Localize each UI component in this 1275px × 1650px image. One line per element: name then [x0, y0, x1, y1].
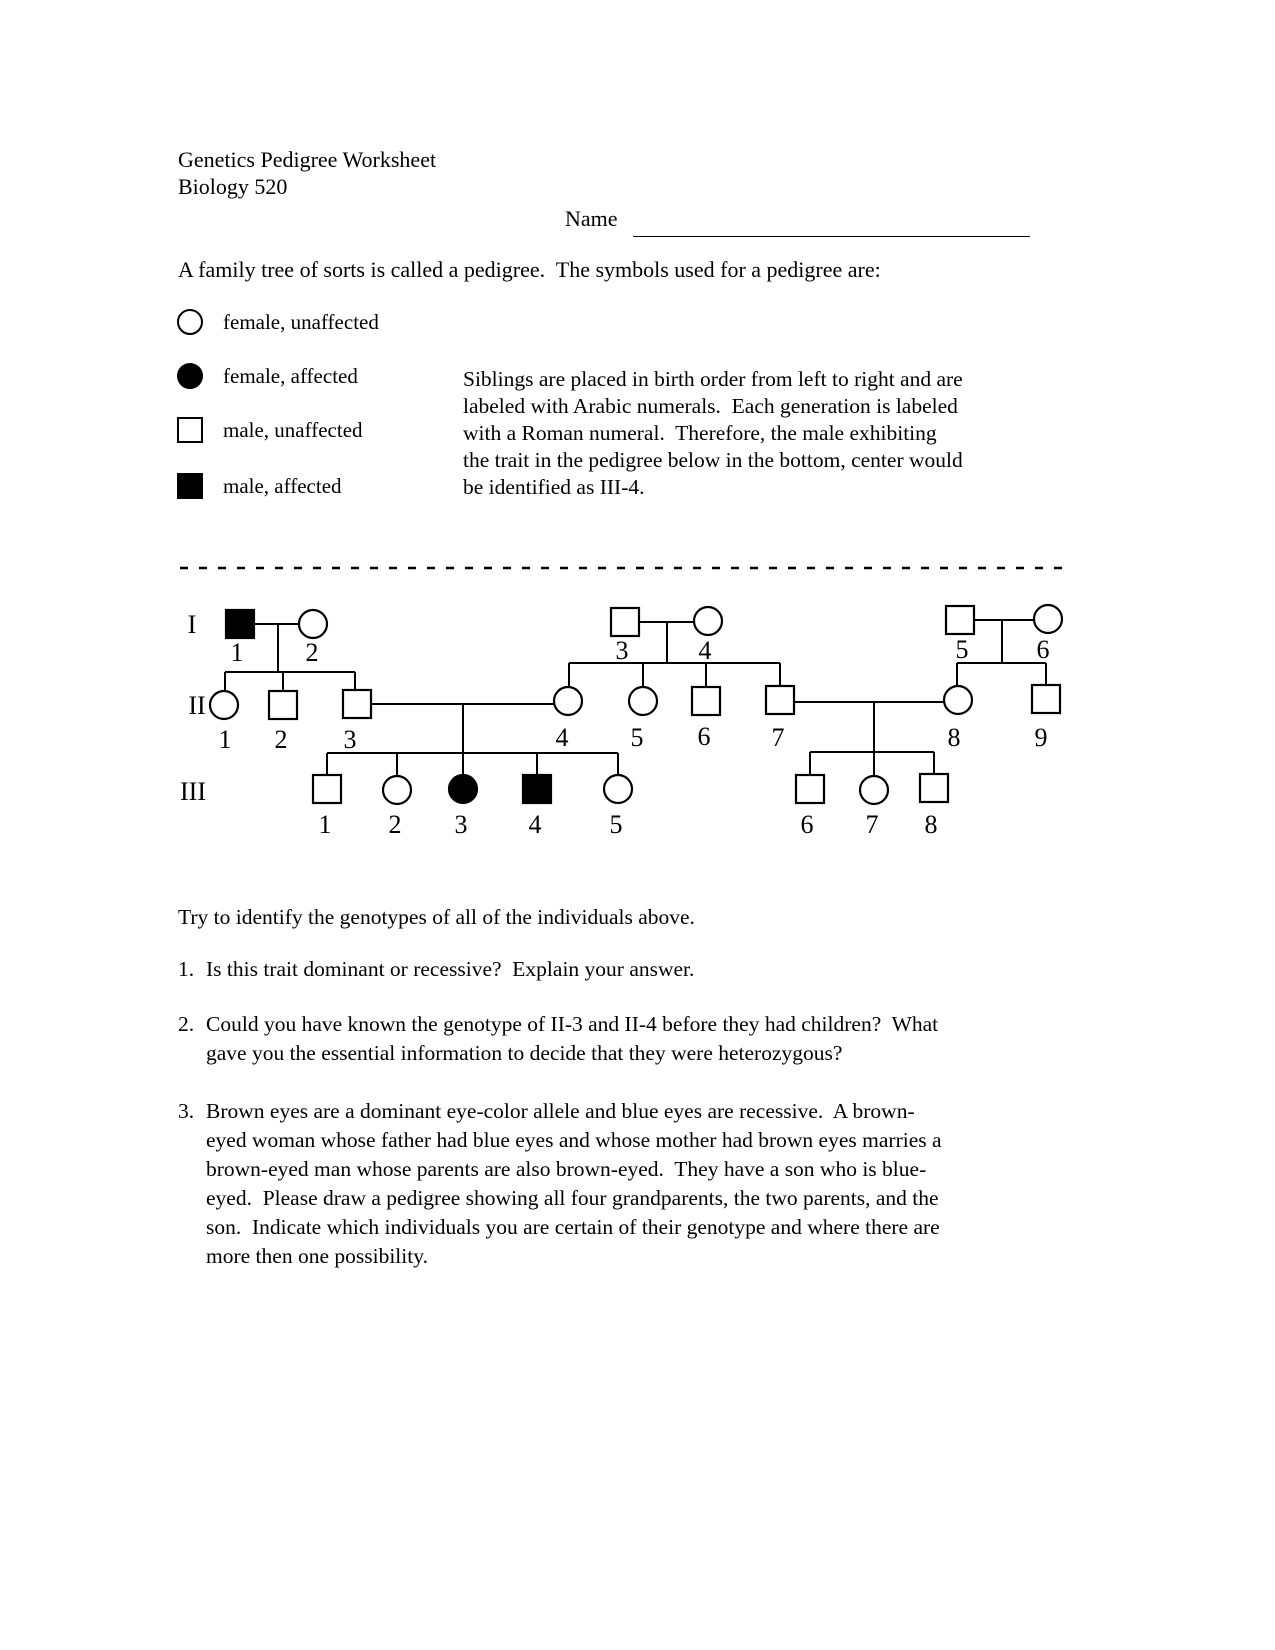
- female-unaffected-icon: [177, 309, 203, 335]
- sibling-note-line: the trait in the pedigree below in the bottom, center would: [463, 448, 963, 472]
- pedigree-individual-I-2: [299, 610, 327, 638]
- pedigree-number-II-8: 8: [947, 723, 961, 752]
- question-line: eyed. Please draw a pedigree showing all four grandparents, the two parents, and the: [206, 1186, 939, 1210]
- pedigree-number-III-2: 2: [388, 810, 402, 839]
- pedigree-number-II-2: 2: [274, 725, 288, 754]
- pedigree-individual-II-2: [269, 691, 297, 719]
- pedigree-number-III-4: 4: [528, 810, 542, 839]
- sibling-note-line: labeled with Arabic numerals. Each generation is labeled: [463, 394, 958, 418]
- pedigree-number-II-9: 9: [1034, 723, 1048, 752]
- pedigree-number-I-6: 6: [1036, 635, 1050, 664]
- pedigree-individual-I-5: [946, 606, 974, 634]
- pedigree-individual-I-4: [694, 607, 722, 635]
- pedigree-individual-II-9: [1032, 685, 1060, 713]
- pedigree-number-III-8: 8: [924, 810, 938, 839]
- question-line: brown-eyed man whose parents are also brown-eyed. They have a son who is blue-: [206, 1157, 927, 1181]
- question-line: gave you the essential information to decide that they were heterozygous?: [206, 1041, 843, 1065]
- document-header: [178, 146, 436, 200]
- generation-label-II: II: [188, 691, 206, 720]
- pedigree-individual-III-6: [796, 775, 824, 803]
- pedigree-individual-II-4: [554, 687, 582, 715]
- sibling-note: [463, 366, 963, 501]
- pedigree-number-I-5: 5: [955, 635, 969, 664]
- question-line: [178, 1097, 942, 1126]
- page-title: Genetics Pedigree Worksheet: [178, 147, 437, 172]
- pedigree-individual-I-6: [1034, 605, 1062, 633]
- pedigree-number-I-4: 4: [698, 636, 712, 665]
- pedigree-individual-III-8: [920, 774, 948, 802]
- pedigree-individual-III-7: [860, 776, 888, 804]
- question-number: 2.: [178, 1012, 195, 1036]
- intro-text: A family tree of sorts is called a pedigree. The symbols used for a pedigree are:: [178, 257, 881, 282]
- question-number: 3.: [178, 1099, 195, 1123]
- male-unaffected-icon: [177, 417, 203, 443]
- question-text: Is this trait dominant or recessive? Explain your answer.: [206, 957, 695, 981]
- pedigree-individual-II-6: [692, 687, 720, 715]
- question-line: son. Indicate which individuals you are certain of their genotype and where there are: [206, 1215, 940, 1239]
- legend-label: male, affected: [223, 473, 342, 498]
- question-1: [178, 955, 694, 984]
- question-2: [178, 1010, 938, 1068]
- question-text: Brown eyes are a dominant eye-color allele and blue eyes are recessive. A brown-: [206, 1099, 915, 1123]
- legend-label: male, unaffected: [223, 417, 363, 442]
- pedigree-individual-III-2: [383, 776, 411, 804]
- legend-label: female, unaffected: [223, 309, 379, 334]
- pedigree-number-III-7: 7: [865, 810, 879, 839]
- male-affected-icon: [177, 473, 203, 499]
- pedigree-number-I-1: 1: [230, 638, 244, 667]
- pedigree-number-II-5: 5: [630, 723, 644, 752]
- pedigree-individual-III-1: [313, 775, 341, 803]
- question-text: Could you have known the genotype of II-3 and II-4 before they had children? What: [206, 1012, 939, 1036]
- pedigree-number-III-6: 6: [800, 810, 814, 839]
- pedigree-individual-III-4: [523, 775, 551, 803]
- legend-row-male-affected: [177, 473, 342, 499]
- pedigree-individual-I-3: [611, 608, 639, 636]
- question-line: [178, 1010, 938, 1039]
- question-line: [178, 955, 694, 984]
- legend-label: female, affected: [223, 363, 358, 388]
- pedigree-number-III-1: 1: [318, 810, 332, 839]
- pedigree-individual-II-7: [766, 686, 794, 714]
- question-line: more then one possibility.: [206, 1244, 428, 1268]
- pedigree-individual-I-1: [226, 610, 254, 638]
- try-identify-text: Try to identify the genotypes of all of the individuals above.: [178, 905, 695, 929]
- pedigree-individual-II-8: [944, 686, 972, 714]
- pedigree-individual-II-3: [343, 690, 371, 718]
- pedigree-number-III-3: 3: [454, 810, 468, 839]
- pedigree-individual-II-5: [629, 687, 657, 715]
- pedigree-individual-II-1: [210, 691, 238, 719]
- pedigree-number-II-1: 1: [218, 725, 232, 754]
- legend-row-female-unaffected: [177, 309, 379, 335]
- pedigree-number-II-3: 3: [343, 725, 357, 754]
- sibling-note-line: Siblings are placed in birth order from left to right and are: [463, 367, 963, 391]
- question-number: 1.: [178, 957, 195, 981]
- legend-row-male-unaffected: [177, 417, 363, 443]
- pedigree-number-III-5: 5: [609, 810, 623, 839]
- pedigree-number-I-2: 2: [305, 638, 319, 667]
- course-subtitle: Biology 520: [178, 174, 288, 199]
- question-3: [178, 1097, 942, 1271]
- female-affected-icon: [177, 363, 203, 389]
- generation-label-III: III: [180, 777, 206, 806]
- pedigree-number-II-4: 4: [555, 723, 569, 752]
- sibling-note-line: with a Roman numeral. Therefore, the male exhibiting: [463, 421, 937, 445]
- pedigree-diagram: [0, 530, 1275, 860]
- question-line: eyed woman whose father had blue eyes and whose mother had brown eyes marries a: [206, 1128, 942, 1152]
- pedigree-number-II-7: 7: [771, 723, 785, 752]
- sibling-note-line: be identified as III-4.: [463, 475, 645, 499]
- pedigree-number-I-3: 3: [615, 636, 629, 665]
- generation-label-I: I: [187, 610, 197, 639]
- pedigree-number-II-6: 6: [697, 722, 711, 751]
- legend-row-female-affected: [177, 363, 358, 389]
- name-input-line[interactable]: [633, 212, 1030, 237]
- pedigree-individual-III-5: [604, 775, 632, 803]
- pedigree-individual-III-3: [449, 775, 477, 803]
- name-label: Name: [565, 206, 618, 231]
